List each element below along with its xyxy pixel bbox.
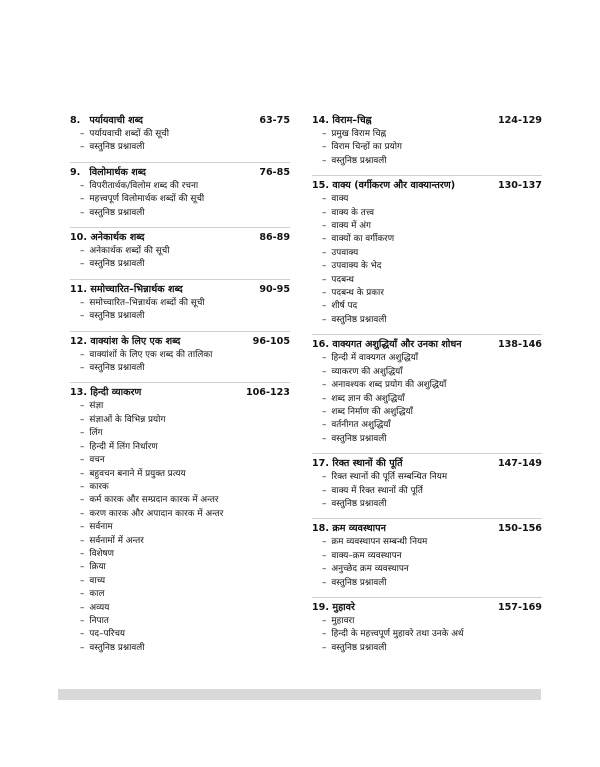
- toc-subitem-text: वस्तुनिष्ठ प्रश्नावली: [331, 314, 387, 325]
- toc-subitems: [312, 352, 542, 446]
- toc-section: [70, 279, 290, 331]
- dash-bullet: –: [80, 246, 85, 257]
- toc-subitems: [70, 349, 290, 376]
- toc-heading-text: [70, 231, 145, 245]
- chapter-title: हिन्दी व्याकरण: [90, 387, 142, 399]
- dash-bullet: –: [322, 301, 327, 312]
- dash-bullet: –: [80, 180, 85, 191]
- toc-subitem-text: वर्तनीगत अशुद्धियाँ: [331, 420, 391, 431]
- toc-subitem[interactable]: [80, 642, 290, 655]
- dash-bullet: –: [80, 129, 85, 139]
- toc-subitem[interactable]: [322, 352, 542, 365]
- toc-subitem-text: हिन्दी में वाक्यगत अशुद्धियाँ: [331, 353, 419, 364]
- toc-subitems: [312, 471, 542, 511]
- toc-heading-text: [312, 114, 372, 128]
- dash-bullet: –: [322, 433, 327, 444]
- toc-column-left: [70, 111, 290, 662]
- dash-bullet: –: [322, 155, 327, 166]
- toc-subitem-text: शब्द निर्माण की अशुद्धियाँ: [331, 406, 413, 417]
- toc-subitem-text: काल: [89, 589, 105, 600]
- toc-heading[interactable]: [70, 335, 290, 349]
- toc-subitem[interactable]: [80, 481, 290, 494]
- chapter-title: पर्यायवाची शब्द: [89, 115, 143, 126]
- dash-bullet: –: [80, 311, 85, 322]
- toc-subitem[interactable]: [80, 297, 290, 310]
- dash-bullet: –: [322, 288, 327, 299]
- toc-heading-text: [70, 114, 143, 128]
- dash-bullet: –: [80, 575, 85, 586]
- toc-section: [70, 382, 290, 662]
- toc-heading-text: [70, 335, 180, 349]
- dash-bullet: –: [322, 207, 327, 218]
- toc-subitem[interactable]: [322, 274, 542, 287]
- toc-subitem-text: बहुवचन बनाने में प्रयुक्त प्रत्यय: [89, 468, 186, 479]
- dash-bullet: –: [322, 194, 327, 205]
- toc-heading[interactable]: [312, 522, 542, 536]
- toc-subitem-text: हिन्दी में लिंग निर्धारण: [89, 441, 158, 452]
- toc-subitem-text: वाक्य के तत्त्व: [331, 207, 375, 218]
- toc-subitem[interactable]: [322, 287, 542, 300]
- page-range: 124-129: [497, 115, 542, 126]
- toc-subitem-text: रिक्त स्थानों की पूर्ति सम्बन्धित नियम: [331, 472, 448, 483]
- page-range: 86-89: [259, 232, 290, 244]
- dash-bullet: –: [322, 498, 327, 509]
- chapter-title: विलोमार्थक शब्द: [89, 166, 147, 178]
- toc-subitem[interactable]: [80, 362, 290, 375]
- toc-subitem[interactable]: [80, 180, 290, 193]
- toc-subitem-text: वस्तुनिष्ठ प्रश्नावली: [331, 577, 387, 588]
- chapter-number: 16.: [312, 339, 329, 351]
- toc-subitem[interactable]: [80, 454, 290, 467]
- dash-bullet: –: [80, 468, 85, 479]
- page-range: 90-95: [259, 283, 290, 295]
- toc-subitem-text: अव्यय: [89, 602, 110, 613]
- toc-subitem-text: वाक्यांशों के लिए एक शब्द की तालिका: [89, 349, 213, 360]
- dash-bullet: –: [322, 247, 327, 258]
- toc-subitem-text: अनावश्यक शब्द प्रयोग की अशुद्धियाँ: [331, 380, 447, 391]
- toc-subitem[interactable]: [80, 588, 290, 601]
- toc-subitem-text: अनुच्छेद क्रम व्यवस्थापन: [331, 564, 409, 575]
- chapter-number: 14.: [312, 115, 329, 126]
- toc-subitem-text: प्रमुख विराम चिह्न: [331, 129, 387, 139]
- dash-bullet: –: [322, 314, 327, 325]
- toc-subitem[interactable]: [322, 366, 542, 379]
- dash-bullet: –: [80, 642, 85, 653]
- toc-subitem[interactable]: [322, 628, 542, 641]
- toc-subitems: [70, 180, 290, 220]
- toc-subitem[interactable]: [322, 141, 542, 154]
- toc-heading-text: [312, 457, 403, 471]
- dash-bullet: –: [322, 234, 327, 245]
- toc-subitem-text: व्याकरण की अशुद्धियाँ: [331, 366, 403, 377]
- dash-bullet: –: [80, 495, 85, 506]
- toc-subitem-text: क्रम व्यवस्थापन सम्बन्धी नियम: [331, 537, 428, 548]
- toc-subitem[interactable]: [80, 548, 290, 561]
- toc-heading-text: [70, 386, 141, 400]
- chapter-number: 15.: [312, 180, 329, 192]
- toc-subitem-text: वस्तुनिष्ठ प्रश्नावली: [331, 642, 387, 653]
- chapter-title: वाक्यगत अशुद्धियाँ और उनका शोधन: [332, 339, 462, 351]
- toc-subitem-text: महत्त्वपूर्ण विलोमार्थक शब्दों की सूची: [89, 194, 205, 205]
- toc-heading[interactable]: [70, 386, 290, 400]
- dash-bullet: –: [80, 207, 85, 218]
- toc-subitem[interactable]: [322, 207, 542, 220]
- dash-bullet: –: [80, 414, 85, 425]
- toc-section: [312, 597, 542, 662]
- toc-subitem-text: वाक्यों का वर्गीकरण: [331, 234, 395, 245]
- toc-subitem-text: कारक: [89, 481, 109, 492]
- dash-bullet: –: [80, 535, 85, 546]
- dash-bullet: –: [80, 508, 85, 519]
- toc-subitem-text: पद–परिचय: [89, 629, 126, 640]
- toc-subitem-text: लिंग: [89, 428, 103, 439]
- toc-subitem[interactable]: [80, 258, 290, 271]
- toc-subitem-text: वस्तुनिष्ठ प्रश्नावली: [331, 433, 387, 444]
- chapter-number: 10.: [70, 232, 87, 244]
- chapter-title: क्रम व्यवस्थापन: [332, 523, 386, 535]
- chapter-title: रिक्त स्थानों की पूर्ति: [332, 458, 403, 470]
- toc-heading[interactable]: [312, 114, 542, 128]
- footer-bar: [58, 689, 541, 700]
- toc-subitems: [70, 400, 290, 655]
- chapter-title: अनेकार्थक शब्द: [90, 232, 145, 244]
- chapter-number: 17.: [312, 458, 329, 470]
- page-range: 130-137: [497, 180, 542, 192]
- toc-section: [70, 331, 290, 383]
- toc-section: [312, 518, 542, 597]
- chapter-number: 8.: [70, 115, 81, 126]
- dash-bullet: –: [322, 472, 327, 483]
- toc-heading[interactable]: [70, 166, 290, 180]
- page-range: 138-146: [497, 339, 542, 351]
- chapter-number: 12.: [70, 335, 87, 347]
- toc-subitem[interactable]: [80, 414, 290, 427]
- dash-bullet: –: [80, 589, 85, 600]
- toc-subitem-text: संज्ञाओं के विभिन्न प्रयोग: [89, 414, 166, 425]
- chapter-title: वाक्य (वर्गीकरण और वाक्यान्तरण): [332, 180, 456, 192]
- toc-subitem-text: वचन: [89, 455, 105, 466]
- toc-subitem[interactable]: [322, 536, 542, 549]
- toc-subitems: [312, 128, 542, 168]
- toc-subitem[interactable]: [80, 508, 290, 521]
- page-range: 106-123: [245, 387, 290, 399]
- chapter-title: वाक्यांश के लिए एक शब्द: [90, 335, 181, 347]
- toc-subitem[interactable]: [322, 615, 542, 628]
- toc-heading[interactable]: [70, 231, 290, 245]
- dash-bullet: –: [80, 441, 85, 452]
- toc-subitem-text: वस्तुनिष्ठ प्रश्नावली: [89, 642, 145, 653]
- page-range: 76-85: [259, 166, 290, 178]
- dash-bullet: –: [322, 615, 327, 626]
- toc-subitem[interactable]: [80, 427, 290, 440]
- toc-subitem[interactable]: [322, 563, 542, 576]
- toc-heading[interactable]: [70, 283, 290, 297]
- dash-bullet: –: [322, 261, 327, 272]
- toc-subitem[interactable]: [322, 550, 542, 563]
- toc-subitem[interactable]: [322, 155, 542, 168]
- dash-bullet: –: [322, 129, 327, 139]
- dash-bullet: –: [322, 629, 327, 640]
- toc-subitem[interactable]: [322, 300, 542, 313]
- toc-subitem[interactable]: [322, 314, 542, 327]
- dash-bullet: –: [80, 428, 85, 439]
- toc-subitem-text: समोच्चारित–भिन्नार्थक शब्दों की सूची: [89, 297, 205, 308]
- chapter-number: 13.: [70, 387, 87, 399]
- dash-bullet: –: [80, 401, 85, 412]
- toc-subitem-text: मुहावरा: [331, 615, 355, 626]
- toc-subitem[interactable]: [322, 471, 542, 484]
- toc-subitem[interactable]: [322, 393, 542, 406]
- toc-subitem[interactable]: [80, 310, 290, 323]
- toc-section: [70, 111, 290, 162]
- dash-bullet: –: [322, 577, 327, 588]
- page-range: 96-105: [252, 335, 290, 347]
- toc-subitem[interactable]: [80, 441, 290, 454]
- chapter-title: मुहावरे: [332, 601, 355, 613]
- toc-subitem[interactable]: [322, 577, 542, 590]
- dash-bullet: –: [322, 642, 327, 653]
- toc-subitem[interactable]: [322, 642, 542, 655]
- toc-subitem[interactable]: [322, 433, 542, 446]
- toc-subitem[interactable]: [322, 498, 542, 511]
- dash-bullet: –: [80, 194, 85, 205]
- toc-subitem[interactable]: [80, 141, 290, 154]
- dash-bullet: –: [80, 349, 85, 360]
- chapter-number: 19.: [312, 601, 329, 613]
- toc-subitem-text: सर्वनामों में अन्तर: [89, 535, 144, 546]
- toc-subitem-text: शीर्ष पद: [331, 301, 358, 312]
- dash-bullet: –: [80, 548, 85, 559]
- toc-subitem-text: हिन्दी के महत्त्वपूर्ण मुहावरे तथा उनके अर्थ: [331, 629, 464, 640]
- toc-subitem[interactable]: [80, 602, 290, 615]
- toc-subitem-text: वाक्य में अंग: [331, 221, 371, 232]
- toc-subitem-text: वस्तुनिष्ठ प्रश्नावली: [89, 259, 145, 270]
- toc-subitem-text: वाच्य: [89, 575, 106, 586]
- toc-subitem[interactable]: [322, 128, 542, 141]
- toc-subitem-text: उपवाक्य के भेद: [331, 261, 382, 272]
- toc-subitem-text: पर्यायवाची शब्दों की सूची: [89, 129, 170, 139]
- toc-subitem[interactable]: [80, 615, 290, 628]
- toc-subitem[interactable]: [322, 485, 542, 498]
- toc-subitem-text: विशेषण: [89, 548, 115, 559]
- toc-subitems: [312, 615, 542, 655]
- toc-subitem[interactable]: [80, 128, 290, 141]
- toc-subitem-text: शब्द ज्ञान की अशुद्धियाँ: [331, 393, 405, 404]
- toc-subitem-text: विपरीतार्थक/विलोम शब्द की रचना: [89, 180, 199, 191]
- dash-bullet: –: [322, 485, 327, 496]
- toc-section: [312, 453, 542, 518]
- toc-heading[interactable]: [312, 457, 542, 471]
- toc-subitem[interactable]: [80, 628, 290, 641]
- toc-subitem[interactable]: [80, 535, 290, 548]
- dash-bullet: –: [80, 297, 85, 308]
- dash-bullet: –: [322, 353, 327, 364]
- toc-subitem-text: पदबन्ध: [331, 274, 354, 285]
- toc-subitems: [312, 193, 542, 327]
- dash-bullet: –: [322, 380, 327, 391]
- toc-subitem[interactable]: [80, 561, 290, 574]
- toc-subitem[interactable]: [80, 245, 290, 258]
- chapter-number: 11.: [70, 283, 87, 295]
- toc-subitem[interactable]: [80, 400, 290, 413]
- toc-subitem-text: वस्तुनिष्ठ प्रश्नावली: [331, 498, 387, 509]
- toc-subitem-text: वस्तुनिष्ठ प्रश्नावली: [89, 207, 145, 218]
- toc-subitem[interactable]: [80, 349, 290, 362]
- dash-bullet: –: [80, 602, 85, 613]
- dash-bullet: –: [322, 537, 327, 548]
- toc-subitem[interactable]: [80, 207, 290, 220]
- toc-subitems: [70, 297, 290, 324]
- toc-heading-text: [312, 601, 355, 615]
- toc-subitem-text: क्रिया: [89, 562, 106, 573]
- toc-heading-text: [70, 166, 146, 180]
- dash-bullet: –: [322, 221, 327, 232]
- dash-bullet: –: [80, 522, 85, 533]
- dash-bullet: –: [80, 455, 85, 466]
- toc-column-right: [312, 111, 542, 662]
- toc-heading[interactable]: [312, 338, 542, 352]
- dash-bullet: –: [322, 406, 327, 417]
- dash-bullet: –: [322, 393, 327, 404]
- toc-subitem-text: वस्तुनिष्ठ प्रश्नावली: [89, 363, 145, 374]
- page-range: 157-169: [497, 601, 542, 613]
- toc-subitem-text: निपात: [89, 615, 109, 626]
- toc-heading-text: [312, 338, 462, 352]
- toc-subitems: [312, 536, 542, 590]
- dash-bullet: –: [80, 363, 85, 374]
- dash-bullet: –: [80, 259, 85, 270]
- toc-subitem-text: उपवाक्य: [331, 247, 359, 258]
- toc-section: [312, 175, 542, 334]
- toc-subitem-text: वस्तुनिष्ठ प्रश्नावली: [331, 155, 387, 166]
- chapter-title: विराम–चिह्न: [332, 115, 372, 126]
- toc-heading[interactable]: [70, 114, 290, 128]
- dash-bullet: –: [322, 142, 327, 153]
- toc-subitem-text: करण कारक और अपादान कारक में अन्तर: [89, 508, 224, 519]
- page-range: 147-149: [497, 458, 542, 470]
- page-range: 150-156: [497, 523, 542, 535]
- dash-bullet: –: [80, 481, 85, 492]
- toc-subitem[interactable]: [322, 193, 542, 206]
- toc-heading-text: [312, 522, 386, 536]
- chapter-number: 9.: [70, 166, 81, 178]
- toc-section: [70, 227, 290, 279]
- toc-heading[interactable]: [312, 601, 542, 615]
- dash-bullet: –: [322, 366, 327, 377]
- toc-heading-text: [312, 179, 455, 193]
- toc-section: [312, 111, 542, 175]
- toc-subitem[interactable]: [322, 233, 542, 246]
- dash-bullet: –: [322, 564, 327, 575]
- toc-subitem[interactable]: [80, 521, 290, 534]
- toc-subitem[interactable]: [322, 247, 542, 260]
- dash-bullet: –: [80, 562, 85, 573]
- toc-subitem-text: वाक्य में रिक्त स्थानों की पूर्ति: [331, 485, 423, 496]
- toc-subitem-text: वाक्य–क्रम व्यवस्थापन: [331, 550, 402, 561]
- toc-subitem[interactable]: [322, 419, 542, 432]
- toc-heading-text: [70, 283, 183, 297]
- toc-subitem[interactable]: [80, 468, 290, 481]
- toc-subitem-text: वस्तुनिष्ठ प्रश्नावली: [89, 142, 145, 153]
- dash-bullet: –: [322, 420, 327, 431]
- toc-subitem-text: संज्ञा: [89, 401, 104, 412]
- toc-subitem[interactable]: [80, 575, 290, 588]
- toc-section: [312, 334, 542, 453]
- toc-subitem-text: वस्तुनिष्ठ प्रश्नावली: [89, 311, 145, 322]
- dash-bullet: –: [322, 550, 327, 561]
- toc-subitem[interactable]: [80, 193, 290, 206]
- toc-subitem[interactable]: [322, 379, 542, 392]
- dash-bullet: –: [80, 629, 85, 640]
- toc-subitem[interactable]: [322, 260, 542, 273]
- page-range: 63-75: [259, 115, 290, 126]
- dash-bullet: –: [322, 274, 327, 285]
- toc-section: [70, 162, 290, 227]
- toc-subitem[interactable]: [322, 220, 542, 233]
- toc-subitems: [70, 128, 290, 155]
- chapter-title: समोच्चारित–भिन्नार्थक शब्द: [90, 283, 183, 295]
- toc-subitem-text: सर्वनाम: [89, 522, 113, 533]
- toc-subitem-text: पदबन्ध के प्रकार: [331, 288, 384, 299]
- toc-subitem-text: अनेकार्थक शब्दों की सूची: [89, 246, 170, 257]
- toc-subitem[interactable]: [80, 494, 290, 507]
- toc-subitems: [70, 245, 290, 272]
- toc-subitem-text: वाक्य: [331, 194, 349, 205]
- dash-bullet: –: [80, 615, 85, 626]
- toc-heading[interactable]: [312, 179, 542, 193]
- chapter-number: 18.: [312, 523, 329, 535]
- dash-bullet: –: [80, 142, 85, 153]
- toc-subitem-text: विराम चिन्हों का प्रयोग: [331, 142, 402, 153]
- toc-subitem[interactable]: [322, 406, 542, 419]
- toc-subitem-text: कर्म कारक और सम्प्रदान कारक में अन्तर: [89, 495, 219, 506]
